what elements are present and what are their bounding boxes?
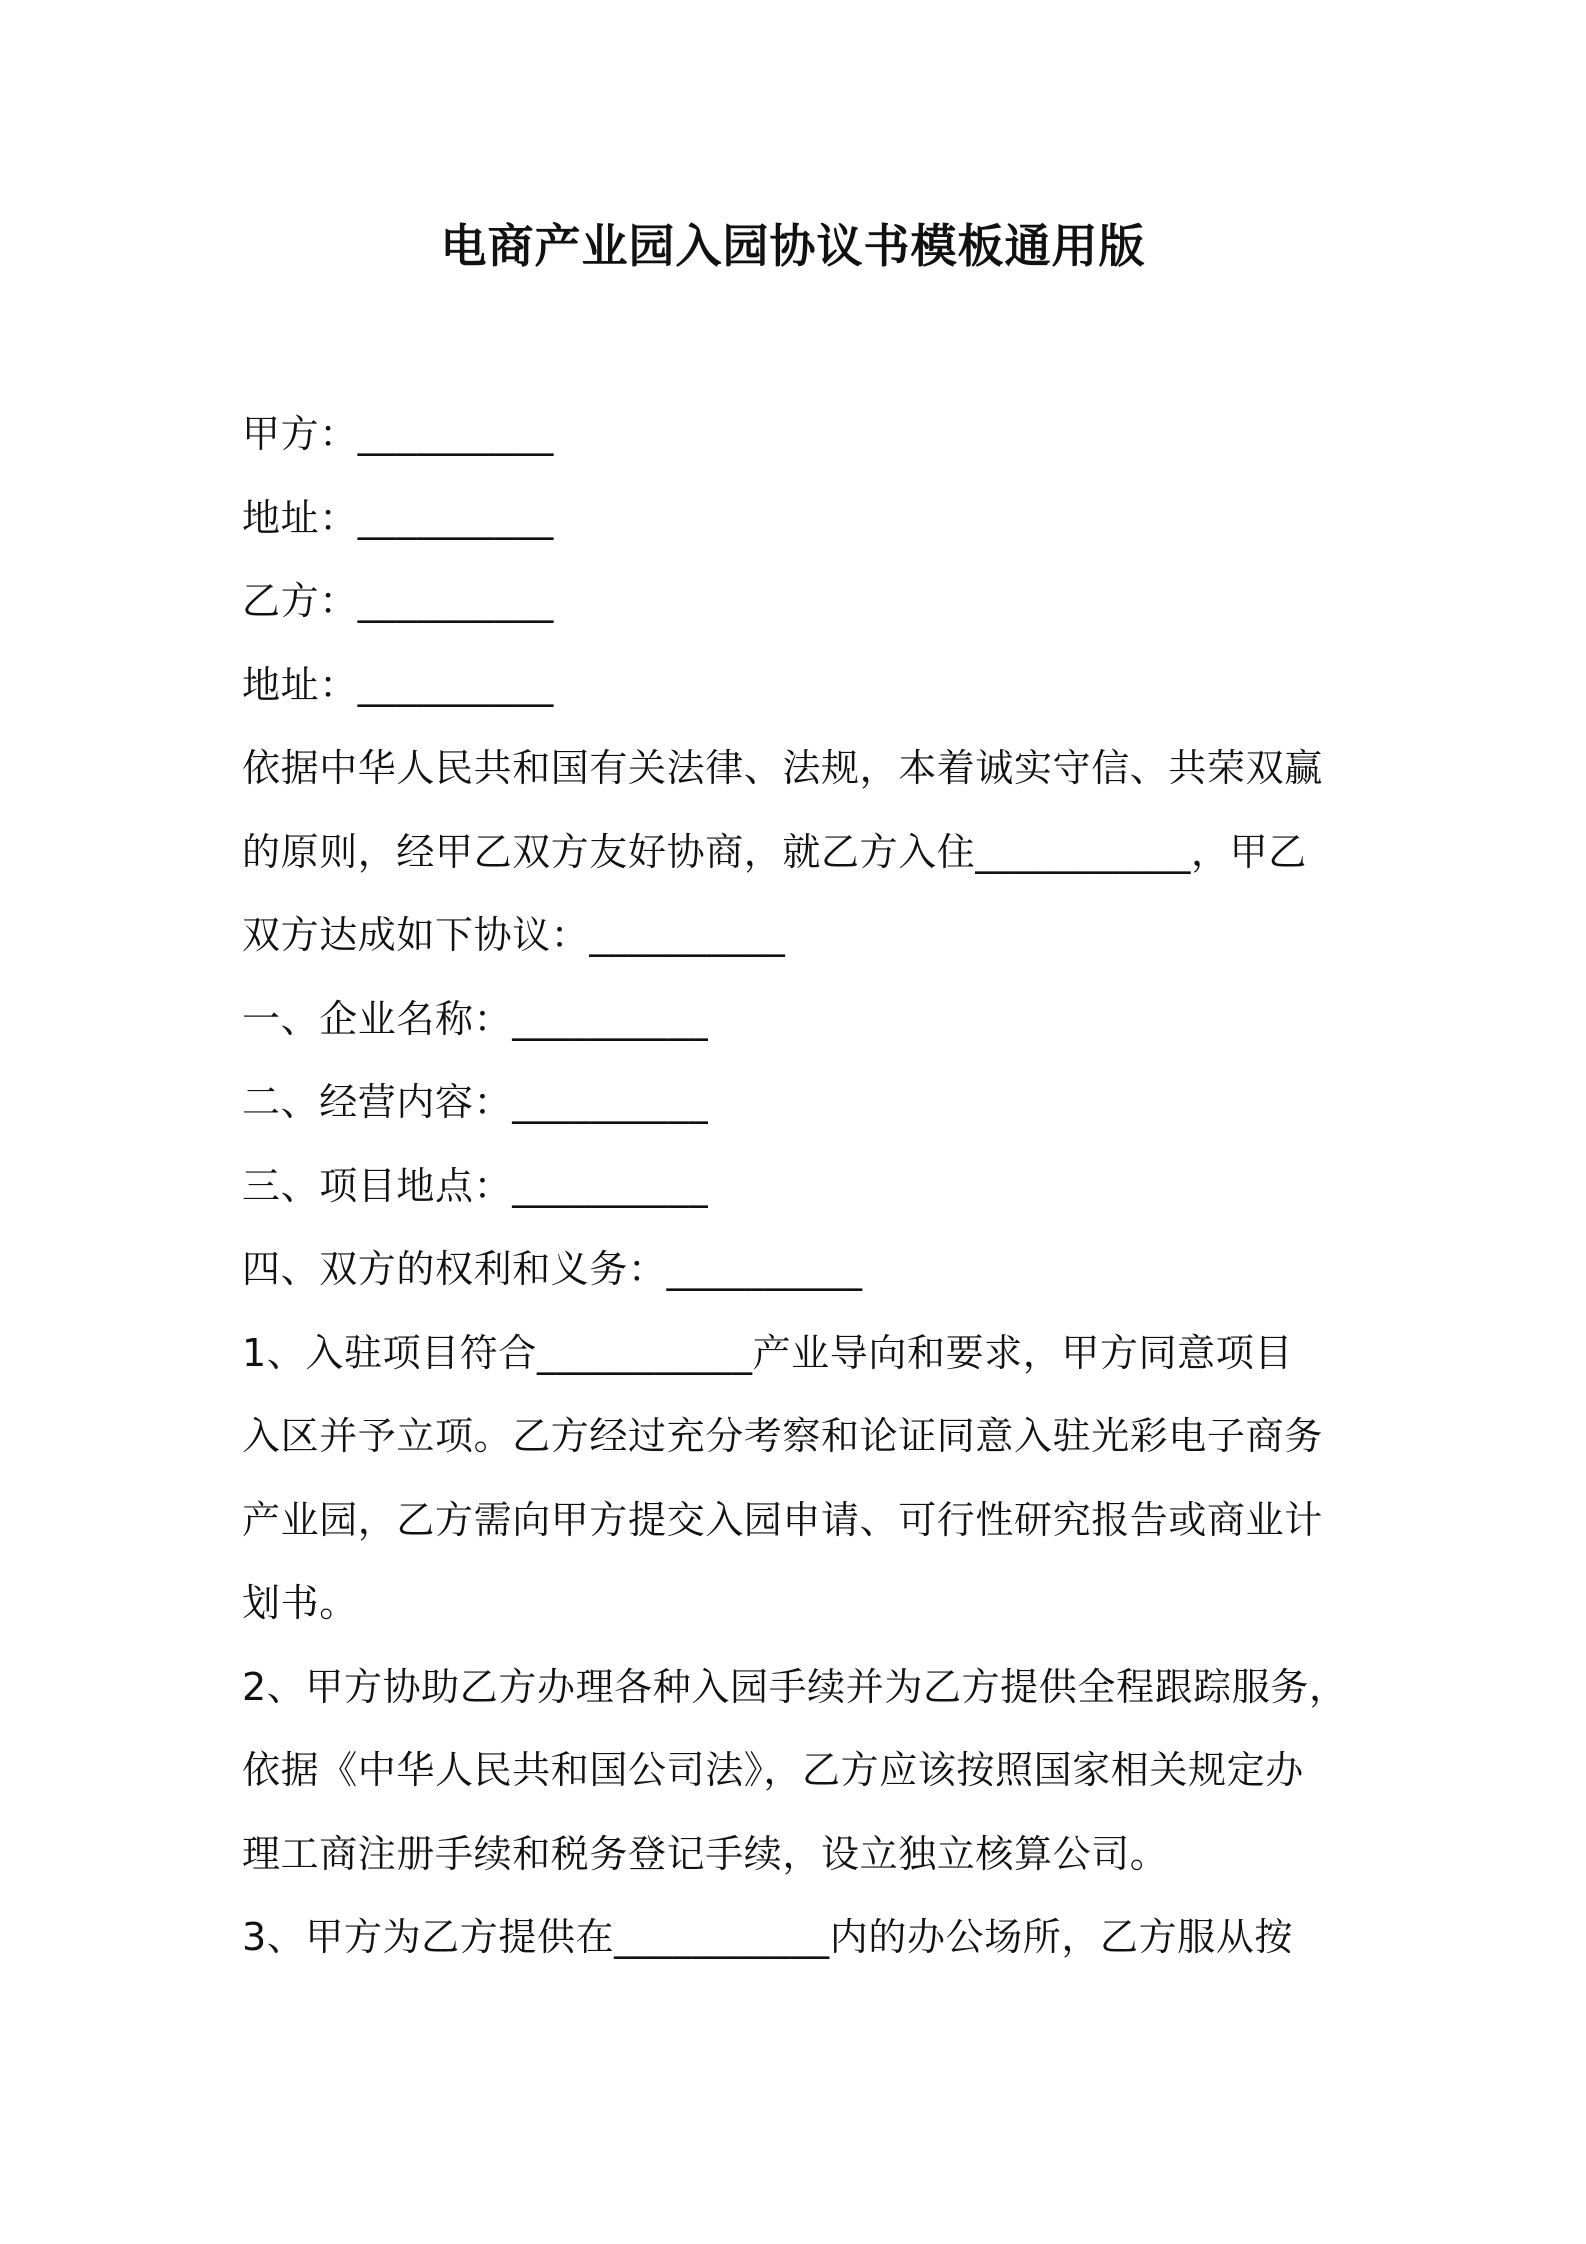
clause-2-line: 依据《中华人民共和国公司法》，乙方应该按照国家相关规定办 [242, 1748, 1304, 1792]
section-rights-obligations: 四、双方的权利和义务：__________ [242, 1247, 863, 1291]
clause-1-line: 产业园，乙方需向甲方提交入园申请、可行性研究报告或商业计 [242, 1497, 1323, 1542]
clause-1-line: 划书。 [242, 1581, 358, 1625]
document-title: 电商产业园入园协议书模板通用版 [440, 219, 1146, 273]
preamble-line: 依据中华人民共和国有关法律、法规，本着诚实守信、共荣双赢 [242, 746, 1323, 790]
document-body [242, 404, 1362, 1991]
clause-1-line: 入区并予立项。乙方经过充分考察和论证同意入驻光彩电子商务 [242, 1414, 1323, 1458]
party-a-line: 甲方：__________ [242, 412, 554, 456]
party-b-line: 乙方：__________ [242, 579, 554, 623]
clause-1-line: 1、入驻项目符合___________产业导向和要求，甲方同意项目 [242, 1330, 1293, 1375]
section-project-location: 三、项目地点：__________ [242, 1163, 709, 1208]
section-business-scope: 二、经营内容：__________ [242, 1080, 709, 1124]
clause-3-line: 3、甲方为乙方提供在___________内的办公场所，乙方服从按 [242, 1915, 1293, 1959]
preamble-line: 双方达成如下协议：__________ [242, 913, 786, 957]
section-company-name: 一、企业名称：__________ [242, 996, 709, 1041]
party-b-address-line: 地址：__________ [242, 662, 554, 707]
clause-2-line: 2、甲方协助乙方办理各种入园手续并为乙方提供全程跟踪服务， [242, 1664, 1348, 1709]
party-a-address-line: 地址：__________ [242, 495, 554, 540]
clause-2-line: 理工商注册手续和税务登记手续，设立独立核算公司。 [242, 1831, 1169, 1876]
preamble-line: 的原则，经甲乙双方友好协商，就乙方入住___________，甲乙 [242, 829, 1307, 874]
